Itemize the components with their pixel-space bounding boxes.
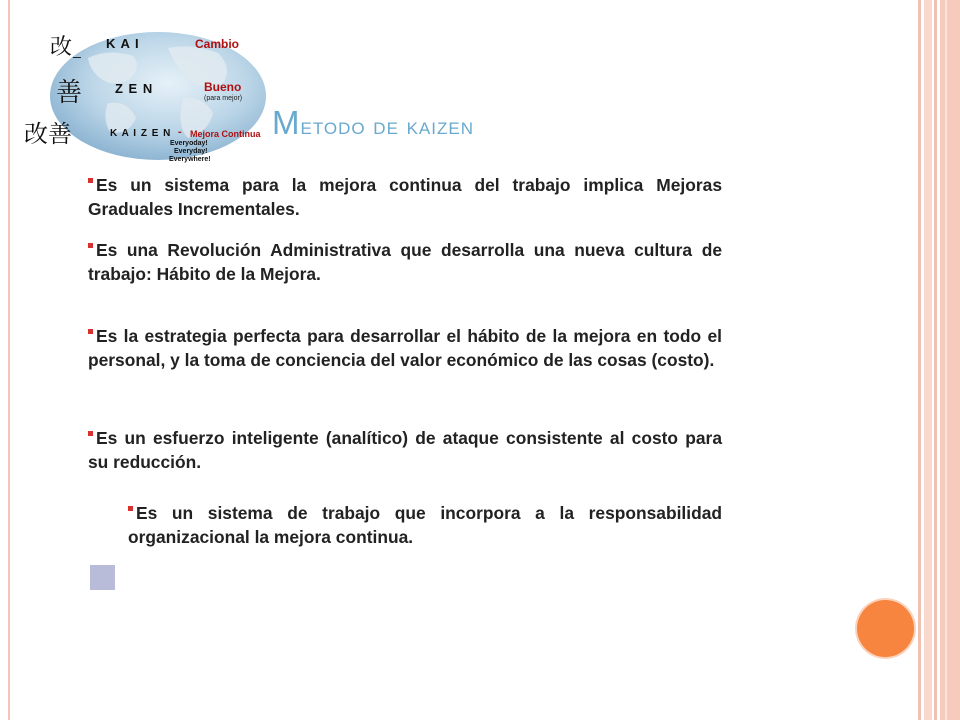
logo-word-kaizen: K A I Z E N bbox=[110, 128, 172, 139]
logo-meaning-zen: Bueno bbox=[204, 80, 242, 94]
left-border-line bbox=[8, 0, 10, 720]
bullet-text: Es un sistema para la mejora continua del trabajo implica Mejoras Graduales Incrementales. bbox=[88, 175, 722, 219]
logo-word-zen: Z E N bbox=[115, 81, 154, 96]
bullet-item bbox=[88, 173, 722, 221]
bullet-text: Es una Revolución Administrativa que desarrolla una nueva cultura de trabajo: Hábito de la Mejora. bbox=[88, 240, 722, 284]
bullet-text: Es un esfuerzo inteligente (analítico) de ataque consistente al costo para su reducción. bbox=[88, 428, 722, 472]
kanji-zen: 善 bbox=[56, 77, 83, 107]
bullet-item bbox=[88, 426, 722, 474]
slide-title-rest: etodo de kaizen bbox=[300, 113, 474, 140]
logo-meaning-kaizen: Mejora Continua bbox=[190, 129, 261, 139]
logo-line-3: Everywhere! bbox=[169, 156, 211, 163]
kanji-underline: _ bbox=[73, 42, 81, 58]
bullet-marker-icon bbox=[88, 329, 93, 334]
right-deco-stripe bbox=[924, 0, 932, 720]
right-deco-stripe bbox=[918, 0, 921, 720]
bullet-marker-icon bbox=[88, 243, 93, 248]
slide-title-initial: M bbox=[272, 104, 301, 141]
bullet-marker-icon bbox=[88, 431, 93, 436]
bullet-marker-icon bbox=[128, 506, 133, 511]
orange-circle-decoration bbox=[857, 600, 914, 657]
kaizen-logo bbox=[18, 28, 273, 166]
bullet-text: Es un sistema de trabajo que incorpora a la responsabilidad organizacional la mejora continua. bbox=[128, 503, 722, 547]
logo-word-kai: K A I bbox=[106, 36, 140, 51]
bullet-item bbox=[128, 501, 722, 549]
slide-title bbox=[272, 104, 474, 142]
logo-meaning-zen-sub: (para mejor) bbox=[204, 95, 243, 102]
logo-meaning-kai: Cambio bbox=[195, 37, 240, 51]
bullet-item bbox=[88, 324, 722, 372]
bullet-text: Es la estrategia perfecta para desarrollar el hábito de la mejora en todo el personal, y la toma de conciencia del valor económico de las cosas (costo). bbox=[88, 326, 722, 370]
kanji-kaizen: 改善 bbox=[24, 121, 72, 148]
bullet-item bbox=[88, 238, 722, 286]
right-deco-stripe bbox=[940, 0, 960, 720]
small-square-shape bbox=[90, 565, 115, 590]
right-deco-stripe bbox=[934, 0, 937, 720]
right-deco-stripe bbox=[945, 0, 947, 720]
logo-dash: - bbox=[178, 126, 182, 138]
logo-line-1: Everyoday! bbox=[170, 140, 208, 147]
kanji-kai: 改 bbox=[50, 34, 73, 59]
logo-line-2: Everyday! bbox=[174, 148, 208, 155]
bullet-marker-icon bbox=[88, 178, 93, 183]
